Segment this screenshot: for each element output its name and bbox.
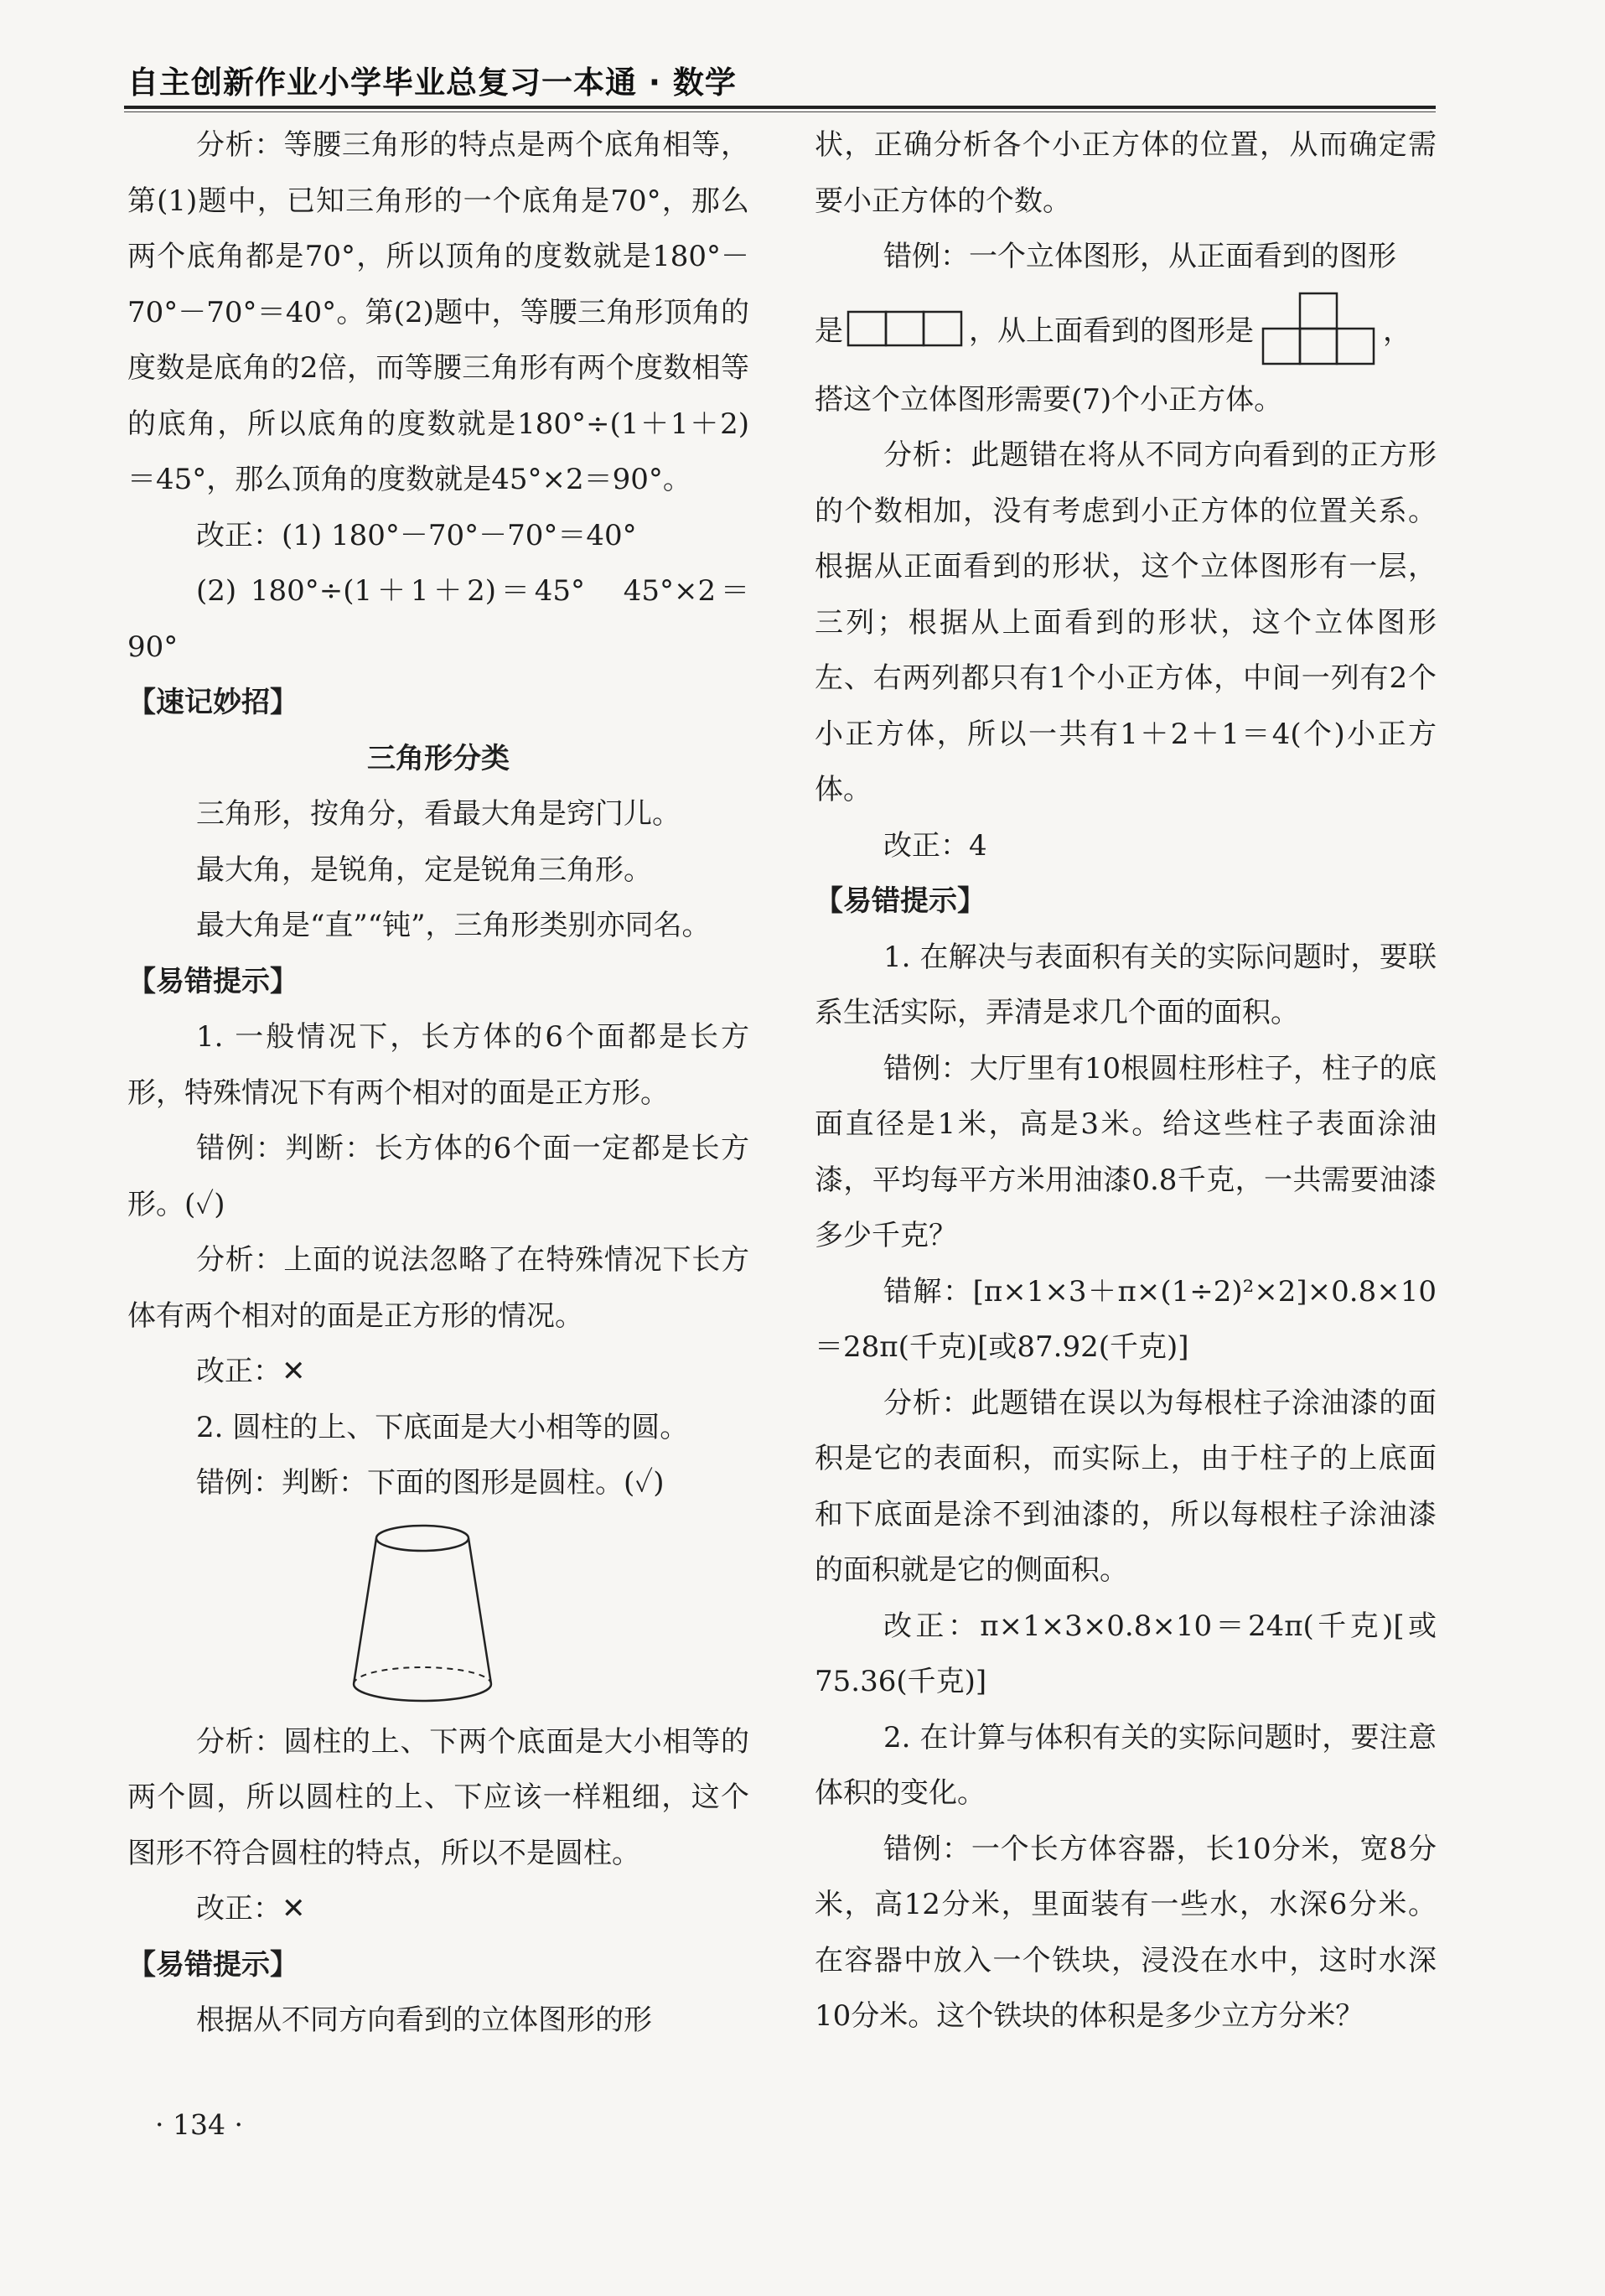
tip-views: 根据从不同方向看到的立体图形的形 — [196, 2003, 652, 2037]
views-text-c: ， — [1383, 314, 1411, 348]
wrong-example-cylinder: 错例：判断：下面的图形是圆柱。(✓) — [196, 1466, 665, 1500]
correction-pillars: 改正：π×1×3×0.8×10＝24π(千克)[或75.36(千克)] — [815, 1609, 1437, 1698]
wrong-answer-views: 搭这个立体图形需要(7)个小正方体。 — [815, 382, 1283, 417]
analysis-cylinder: 分析：圆柱的上、下两个底面是大小相等的两个圆，所以圆柱的上、下应该一样粗细，这个图形不符合圆柱的特点，所以不是圆柱。 — [127, 1724, 749, 1870]
rhyme-title: 三角形分类 — [367, 741, 510, 775]
views-text-b: ，从上面看到的图形是 — [969, 314, 1254, 348]
header-rule — [124, 106, 1436, 109]
rhyme-line-2: 最大角，是锐角，定是锐角三角形。 — [196, 853, 652, 887]
wrong-example-views: 错例：一个立体图形，从正面看到的图形 — [883, 240, 1396, 273]
section-heading-errors-2: 【易错提示】 — [127, 1947, 298, 1982]
section-heading-errors-3: 【易错提示】 — [815, 884, 986, 918]
analysis-views: 分析：此题错在将从不同方向看到的正方形的个数相加，没有考虑到小正方体的位置关系。根据从正面看到的形状，这个立体图形有一层，三列；根据从上面看到的形状，这个立体图形左、右两列都只有1个小正方体，中间一列有2个小正方体，所以一共有1＋2＋1＝4(个)小正方体。 — [815, 438, 1437, 806]
views-text-a: 是 — [815, 314, 843, 348]
rhyme-line-3: 最大角是“直”“钝”，三角形类别亦同名。 — [196, 909, 711, 942]
top-view-figure — [1256, 290, 1381, 367]
wrong-example-cuboid: 错例：判断：长方体的6个面一定都是长方形。(✓) — [127, 1132, 749, 1221]
tip-cylinder: 2. 圆柱的上、下底面是大小相等的圆。 — [196, 1410, 689, 1444]
tip-cuboid: 1. 一般情况下，长方体的6个面都是长方形，特殊情况下有两个相对的面是正方形。 — [127, 1020, 749, 1110]
correction-cuboid: 改正：✕ — [196, 1355, 306, 1388]
correction-2: (2) 180°÷(1＋1＋2)＝45° 45°×2＝90° — [127, 574, 749, 664]
views-figures-line — [815, 285, 1437, 372]
correction-1: 改正：(1) 180°－70°－70°＝40° — [196, 518, 637, 552]
analysis-triangle: 分析：等腰三角形的特点是两个底角相等，第(1)题中，已知三角形的一个底角是70°，那么两个底角都是70°，所以顶角的度数就是180°－70°－70°＝40°。第(2)题中，等腰三角形顶角的度数是底角的2倍，而等腰三角形有两个度数相等的底角，所以底角的度数就是180°÷(1＋1＋2)＝45°，那么顶角的度数就是45°×2＝90°。 — [127, 128, 749, 496]
section-heading-memory: 【速记妙招】 — [127, 686, 298, 719]
wrong-example-container: 错例：一个长方体容器，长10分米，宽8分米，高12分米，里面装有一些水，水深6分米。在容器中放入一个铁块，浸没在水中，这时水深10分米。这个铁块的体积是多少立方分米？ — [815, 1832, 1437, 2033]
wrong-example-pillars: 错例：大厅里有10根圆柱形柱子，柱子的底面直径是1米，高是3米。给这些柱子表面涂油漆，平均每平方米用油漆0.8千克，一共需要油漆多少千克？ — [815, 1051, 1437, 1252]
left-column — [127, 117, 749, 2049]
tip-surface-area: 1. 在解决与表面积有关的实际问题时，要联系生活实际，弄清是求几个面的面积。 — [815, 940, 1437, 1029]
analysis-cuboid: 分析：上面的说法忽略了在特殊情况下长方体有两个相对的面是正方形的情况。 — [127, 1243, 749, 1333]
correction-cylinder: 改正：✕ — [196, 1892, 306, 1925]
tip-views-continued: 状，正确分析各个小正方体的位置，从而确定需要小正方体的个数。 — [815, 128, 1437, 218]
rhyme-line-1: 三角形，按角分，看最大角是窍门儿。 — [196, 797, 681, 831]
analysis-pillars: 分析：此题错在误以为每根柱子涂油漆的面积是它的表面积，而实际上，由于柱子的上底面和下底面是涂不到油漆的，所以每根柱子涂油漆的面积就是它的侧面积。 — [815, 1386, 1437, 1587]
section-heading-errors: 【易错提示】 — [127, 964, 298, 998]
tip-volume: 2. 在计算与体积有关的实际问题时，要注意体积的变化。 — [815, 1720, 1437, 1810]
frustum-figure — [127, 1511, 749, 1714]
frustum-drawing — [347, 1518, 498, 1708]
header-title: 自主创新作业小学毕业总复习一本通 · 数学 — [127, 65, 737, 101]
front-view-figure — [847, 308, 966, 349]
right-column — [815, 117, 1437, 2045]
correction-views: 改正：4 — [883, 828, 987, 863]
page-number: · 134 · — [155, 2108, 243, 2141]
wrong-solution-pillars: 错解：[π×1×3＋π×(1÷2)²×2]×0.8×10＝28π(千克)[或87.92(千克)] — [815, 1274, 1437, 1364]
header-rule-thin — [124, 111, 1436, 112]
